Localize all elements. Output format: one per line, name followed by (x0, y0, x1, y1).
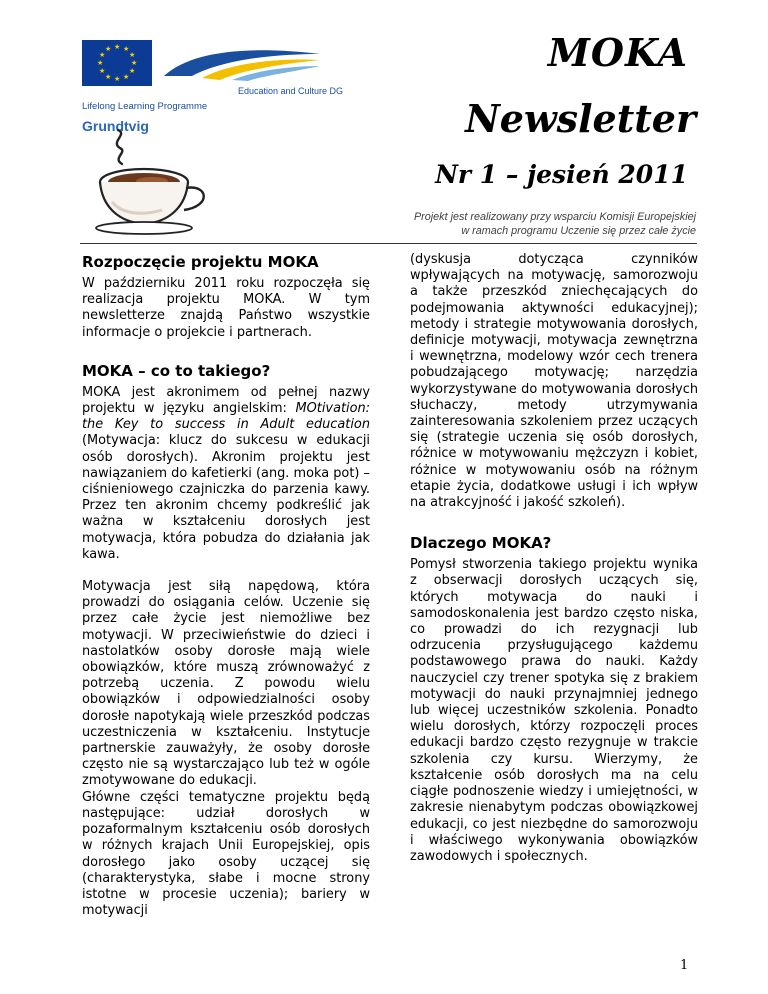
newsletter-title-newsletter: Newsletter (465, 96, 696, 141)
paragraph-what-is-moka-english-name: MOtivation: the Key to success in Adult education (82, 401, 370, 433)
funding-subtitle (414, 210, 696, 238)
lifelong-learning-text: Lifelong Learning Programme (82, 101, 208, 112)
paragraph-project-start: W październiku 2011 roku rozpoczęła się realizacja projektu MOKA. W tym newsletterze znajdą Państwo wszystkie informacje o projekcie i partnerach. (82, 276, 370, 340)
issue-number: Nr 1 – jesień 2011 (435, 160, 688, 189)
newsletter-title-moka: MOKA (547, 30, 688, 75)
paragraph-what-is-moka-part1: MOKA jest akronimem od pełnej nazwy projektu w języku angielskim: (82, 384, 370, 417)
paragraph-motivation: Motywacja jest siłą napędową, która prowadzi do osiągania celów. Uczenie się przez całe życie jest niemożliwe bez motywacji. W przeciwieństwie do dzieci i nastolatków osoby dorosłe mają wiele obowiązków, które muszą zrównoważyć z potrzebą uczenia. Z powodu wielu obowiązków i odpowiedzialności osoby dorosłe napotykają wiele przeszkód podczas uczestniczenia w kształceniu. Instytucje partnerskie zauważyły, że osoby dorosłe często nie są wystarczająco lub też w ogóle zmotywowane do edukacji. (82, 579, 370, 789)
heading-what-is-moka: MOKA – co to takiego? (82, 361, 271, 380)
paragraph-what-is-moka-part2: (Motywacja: klucz do sukcesu w edukacji osób dorosłych). Akronim projektu jest nawiązaniem do kafetierki (ang. moka pot) – ciśnieniowego czajniczka do parzenia kawy. Przez ten akronim chcemy podkreślić jak ważna w kształceniu dorosłych jest motywacja, która pobudza do działania jak kawa. (82, 433, 370, 562)
eu-flag-icon: ★ ★ ★ ★ ★ ★ ★ ★ ★ ★ ★ ★ (82, 40, 152, 86)
header-divider (80, 243, 697, 244)
subtitle-line-2: w ramach programu Uczenie się przez całe życie (461, 225, 696, 237)
eu-logos (82, 40, 344, 134)
grundtvig-text: Grundtvig (82, 118, 149, 134)
heading-project-start: Rozpoczęcie projektu MOKA (82, 253, 319, 271)
paragraph-thematic-parts: Główne części tematyczne projektu będą następujące: udział dorosłych w pozaformalnym kształceniu osób dorosłych w różnych krajach Unii Europejskiej, opis dorosłego jako osoby uczącej się (charakterystyka, słabe i mocne strony istotne w procesie uczenia); bariery w motywacji (82, 789, 370, 919)
page-number: 1 (680, 958, 689, 973)
subtitle-line-1: Projekt jest realizowany przy wsparciu Komisji Europejskiej (413, 211, 696, 223)
paragraph-thematic-parts-continued: (dyskusja dotycząca czynników wpływających na motywację, samorozwoju a także przeszkód zniechęcających do podejmowania aktywności edukacyjnej); metody i strategie motywowania dorosłych, definicje motywacji, motywacja zewnętrzna i wewnętrzna, modelowy wzór cech trenera pobudzającego motywację; narzędzia wykorzystywane do motywowania dorosłych słuchaczy, metody utrzymywania zainteresowania szkoleniem przez uczących się (strategie uczenia się osób dorosłych, różnice w motywowaniu mężczyzn i kobiet, różnice w motywowaniu osób na różnym etapie życia, dodatkowe usługi i ich wpływ na atrakcyjność i jakość szkoleń). (410, 252, 698, 511)
heading-why-moka: Dlaczego MOKA? (410, 534, 552, 553)
education-culture-swoosh-icon (162, 46, 322, 82)
paragraph-what-is-moka (82, 385, 370, 563)
education-culture-text: Education and Culture DG (238, 86, 344, 96)
left-column (82, 252, 370, 919)
paragraph-why-moka: Pomysł stworzenia takiego projektu wynika z obserwacji dorosłych uczących się, których motywacja do nauki i samodoskonalenia jest bardzo często niska, co prowadzi do ich rezygnacji lub odrzucenia przysługującego każdemu podstawowego prawa do nauki. Każdy nauczyciel czy trener spotyka się z brakiem motywacji do nauki przynajmniej jednego lub więcej uczestników szkolenia. Ponadto wielu dorosłych, którzy rozpoczęli proces edukacji bardzo często rezygnuje w trakcie szkolenia czy kursu. Wierzymy, że kształcenie osób dorosłych ma na celu ciągłe podnoszenie wiedzy i umiejętności, w zakresie nienabytym podczas obowiązkowej edukacji, co jest niezbędne do samorozwoju i właściwego wykonywania obowiązków zawodowych i społecznych. (410, 557, 698, 864)
coffee-cup-icon (82, 124, 222, 236)
right-column (410, 252, 698, 865)
